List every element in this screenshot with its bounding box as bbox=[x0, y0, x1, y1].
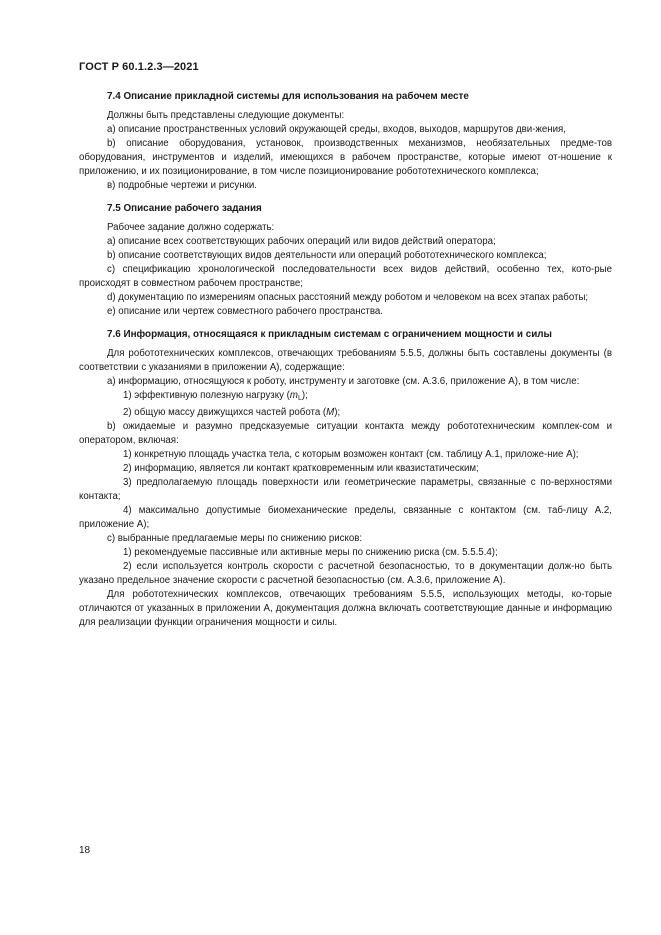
list-item: с) выбранные предлагаемые меры по снижению рисков: bbox=[107, 533, 363, 544]
list-item: а) описание пространственных условий окружающей среды, входов, выходов, маршрутов дви-жения, bbox=[107, 124, 566, 135]
list-item: с) спецификацию хронологической последовательности всех видов действий, особенно тех, кото-рые происходят в совместном рабочем пространстве; bbox=[79, 264, 612, 289]
section-title: 7.5 Описание рабочего задания bbox=[107, 203, 262, 214]
sub-list-item: 2) если используется контроль скорости с расчетной безопасностью, то в документации долж-но быть указано предельное значение скорости с расчетной безопасностью (см. А.3.6, приложение А). bbox=[79, 561, 612, 586]
sub-list-item: 2) информацию, является ли контакт кратковременным или квазистатическим; bbox=[123, 463, 479, 474]
list-item: а) описание всех соответствующих рабочих операций или видов действий оператора; bbox=[107, 236, 496, 247]
section-7-6 bbox=[79, 328, 612, 630]
section-title: 7.6 Информация, относящаяся к прикладным системам с ограничением мощности и силы bbox=[107, 329, 552, 340]
paragraph: Должны быть представлены следующие документы: bbox=[107, 110, 345, 121]
section-7-5 bbox=[79, 202, 612, 319]
sub-list-item: 1) конкретную площадь участка тела, с которым возможен контакт (см. таблицу А.1, приложе-ние А); bbox=[123, 449, 579, 460]
sub-list-item: 1) рекомендуемые пассивные или активные меры по снижению риска (см. 5.5.5.4); bbox=[123, 547, 498, 558]
paragraph: Для робототехнических комплексов, отвечающих требованиям 5.5.5, должны быть составлены документы (в соответствии с указаниями в приложении А), содержащие: bbox=[79, 348, 612, 373]
document-body bbox=[79, 90, 612, 639]
list-item: b) описание соответствующих видов деятельности или операций робототехнического комплекса; bbox=[107, 250, 547, 261]
list-item: b) ожидаемые и разумно предсказуемые ситуации контакта между робототехническим комплек-сом и оператором, включая: bbox=[79, 421, 612, 446]
list-item: в) подробные чертежи и рисунки. bbox=[107, 180, 257, 191]
sub-list-item: 4) максимально допустимые биомеханические пределы, связанные с контактом (см. таб-лицу А.2, приложение А); bbox=[79, 505, 612, 530]
paragraph: Для робототехнических комплексов, отвечающих требованиям 5.5.5, использующих методы, ко-торые отличаются от указанных в приложении А, документация должна включать соответствующие данные и информацию для реализации функции ограничения мощности и силы. bbox=[79, 589, 612, 628]
page-number: 18 bbox=[79, 845, 91, 856]
list-item: е) описание или чертеж совместного рабочего пространства. bbox=[107, 306, 383, 317]
section-7-4 bbox=[79, 90, 612, 193]
list-item: d) документацию по измерениям опасных расстояний между роботом и человеком на всех этапах работы; bbox=[107, 292, 589, 303]
list-item: b) описание оборудования, установок, производственных механизмов, необязательных предме-тов оборудования, инструментов и изделий, имеющихся в рабочем пространстве, которые имеют от-ношение к приложению, и их позиционирование, в том числе позиционирование робототехнического комплекса; bbox=[79, 138, 612, 177]
document-header: ГОСТ Р 60.1.2.3—2021 bbox=[79, 61, 199, 73]
sub-list-item: 1) эффективную полезную нагрузку $(m_L)$; bbox=[123, 390, 308, 402]
section-title: 7.4 Описание прикладной системы для использования на рабочем месте bbox=[107, 91, 469, 102]
list-item: а) информацию, относящуюся к роботу, инструменту и заготовке (см. А.3.6, приложение А), в том числе: bbox=[107, 376, 580, 387]
sub-list-item: 3) предполагаемую площадь поверхности или геометрические параметры, связанные с по-верхностями контакта; bbox=[79, 477, 612, 502]
sub-list-item: 2) общую массу движущихся частей робота (M); bbox=[123, 407, 341, 418]
paragraph: Рабочее задание должно содержать: bbox=[107, 222, 275, 233]
